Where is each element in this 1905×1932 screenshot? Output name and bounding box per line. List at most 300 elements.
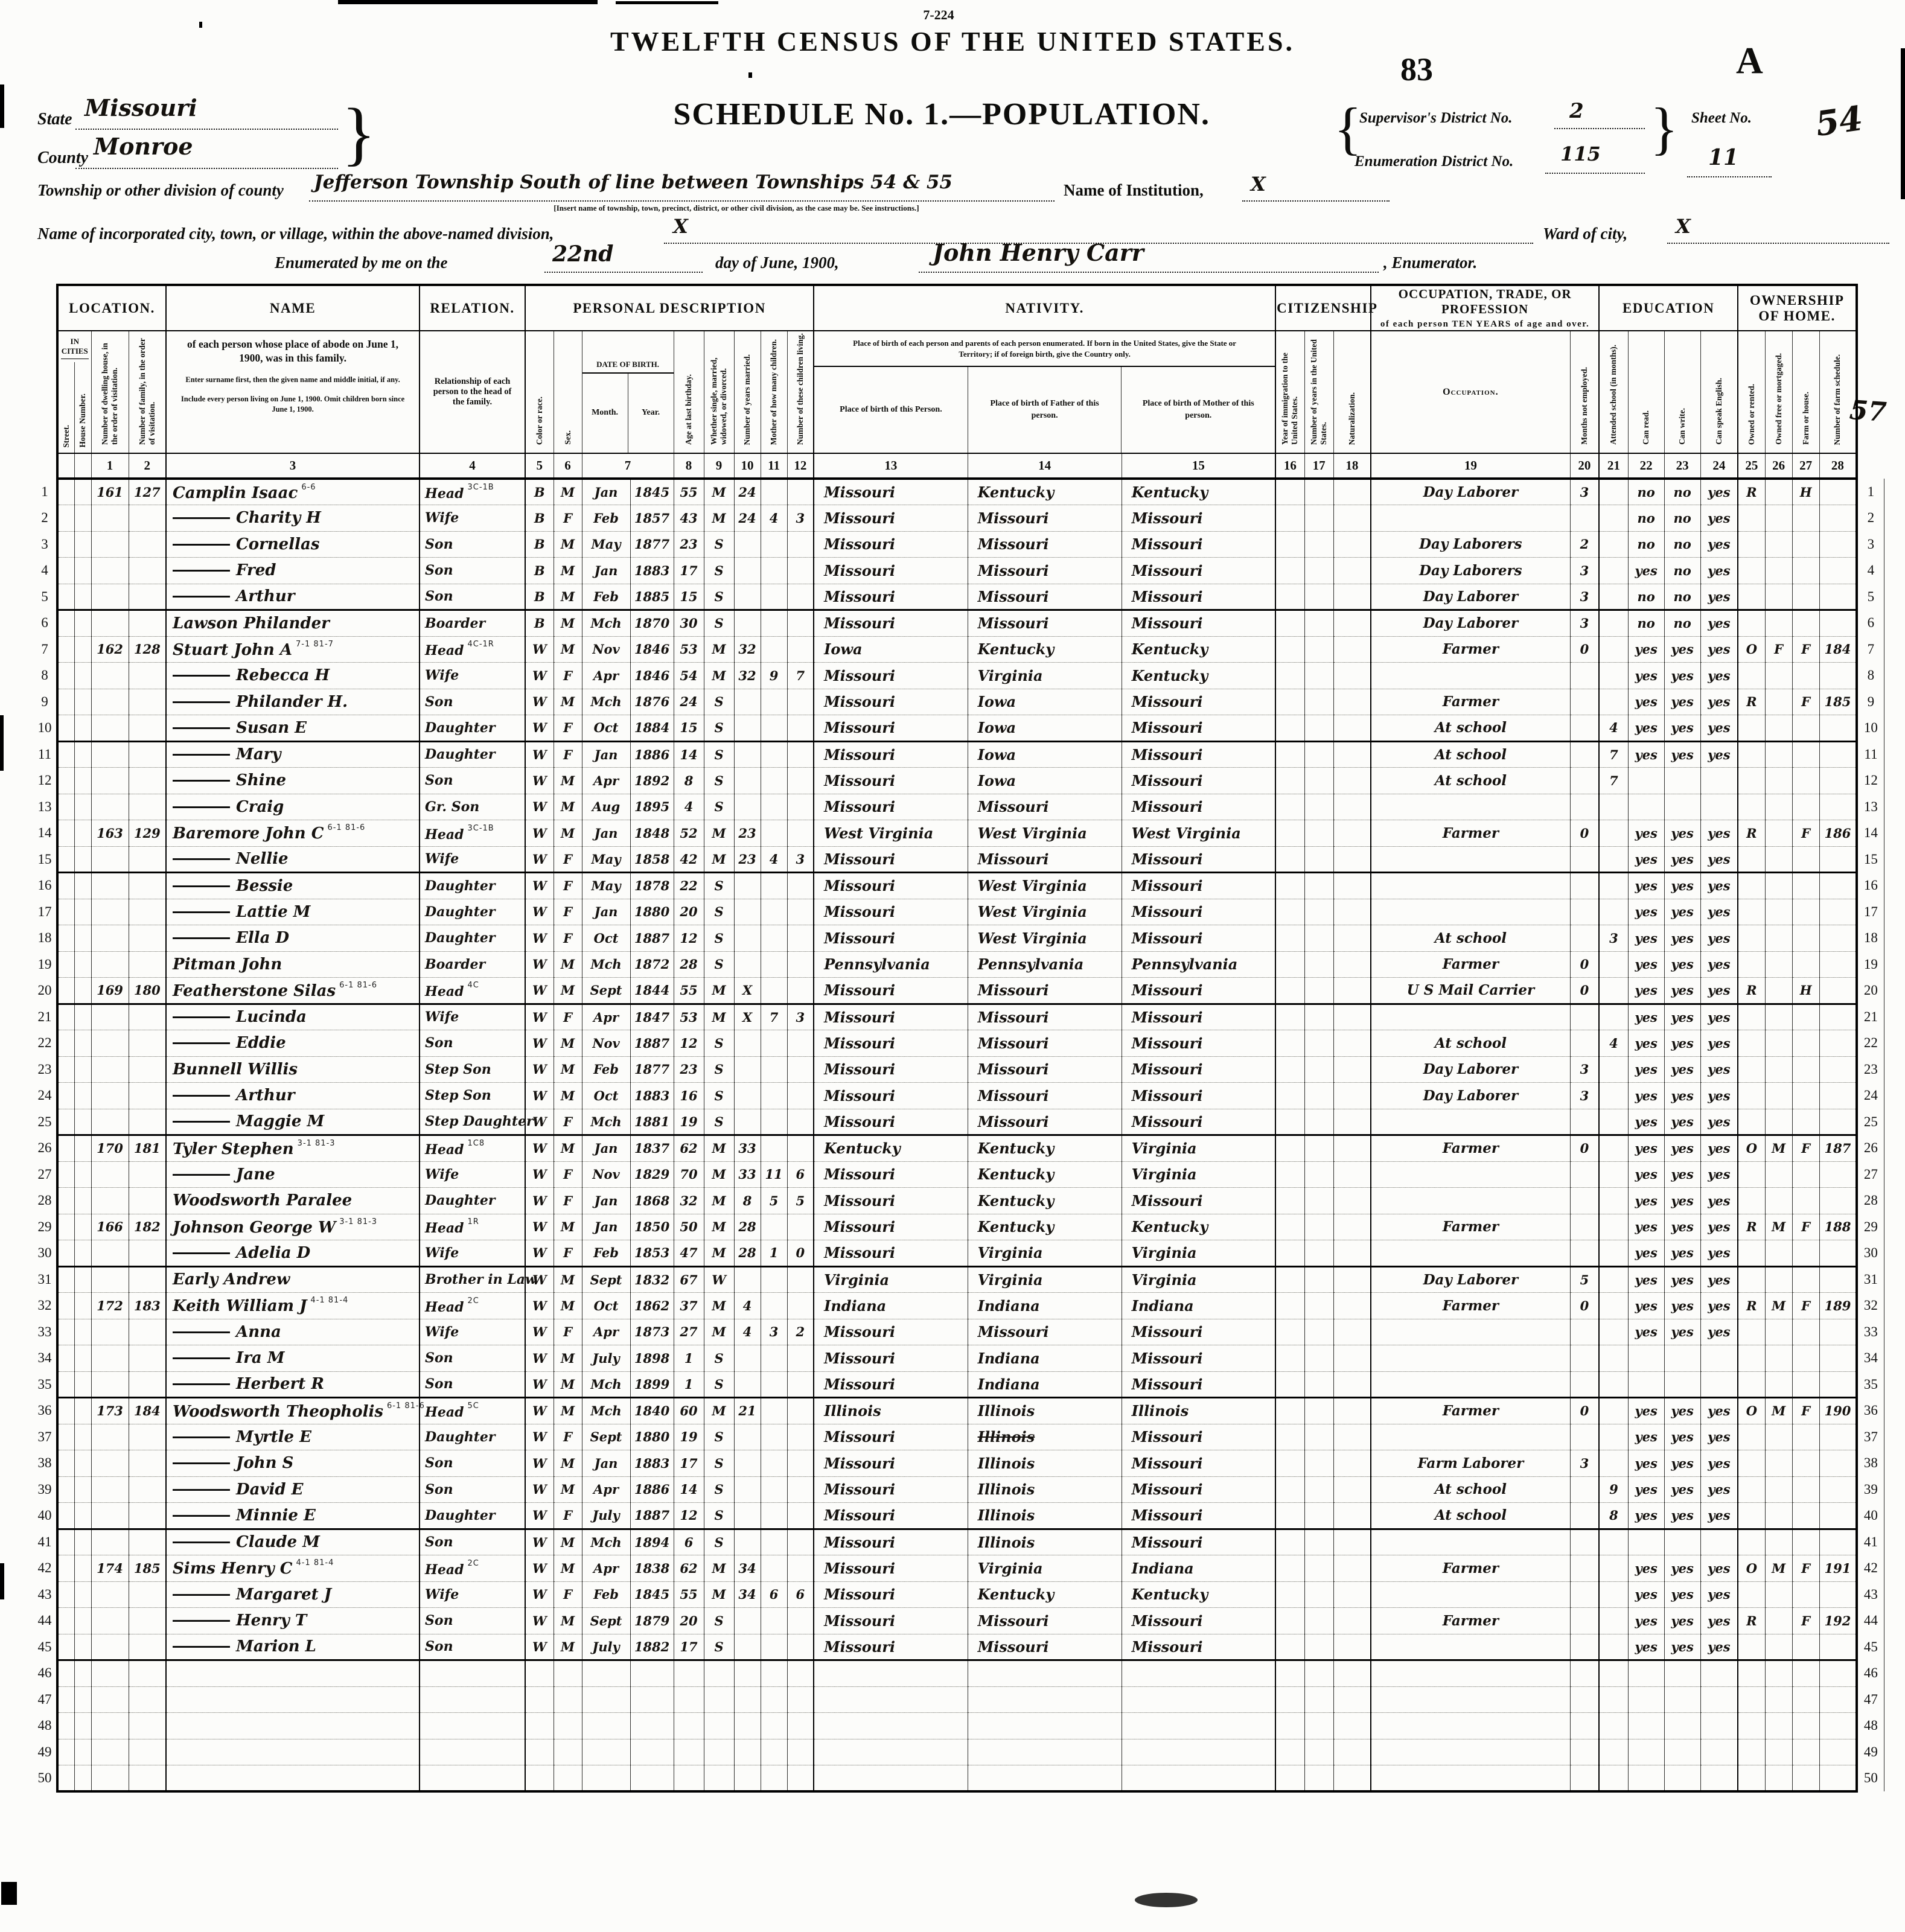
page-title: TWELFTH CENSUS OF THE UNITED STATES. <box>610 26 1295 57</box>
cell-pm: Missouri <box>1122 925 1275 952</box>
cell-occ: Day Laborer <box>1371 479 1570 505</box>
cell-sch <box>1599 978 1628 1004</box>
cell-d <box>91 1581 129 1608</box>
cell-ym <box>734 1608 761 1634</box>
cell-cl: 6 <box>787 1581 814 1608</box>
cell-pb: Missouri <box>814 768 968 794</box>
cell-d <box>91 531 129 558</box>
cell-n: 7 <box>1857 636 1884 663</box>
cell-n: 25 <box>1857 1109 1884 1135</box>
cell-name: Early Andrew <box>166 1266 420 1293</box>
cell-mne: 0 <box>1570 1398 1599 1424</box>
cell-sch <box>1599 899 1628 925</box>
cell-fs: 189 <box>1819 1293 1857 1319</box>
cell-age: 1 <box>674 1371 704 1398</box>
cell-pf: Kentucky <box>968 636 1122 663</box>
cell-cl <box>787 479 814 505</box>
cell-rel: Son <box>420 558 525 584</box>
cell-age: 19 <box>674 1424 704 1450</box>
cell-occ <box>1371 1319 1570 1345</box>
cell-pb: Missouri <box>814 1214 968 1240</box>
cell-yr: 1853 <box>630 1240 674 1267</box>
cell-fh <box>1792 1476 1819 1503</box>
cell-sch <box>1599 1004 1628 1030</box>
cell-f <box>129 741 166 768</box>
cell-pf: Virginia <box>968 1266 1122 1293</box>
cell-s: M <box>554 584 582 610</box>
cell-mc <box>761 1135 787 1162</box>
cell-sch: 7 <box>1599 741 1628 768</box>
nativity-column-header <box>814 331 1275 453</box>
cell-ms: M <box>704 846 734 873</box>
cell-pm: Missouri <box>1122 689 1275 715</box>
cell-n: 39 <box>1857 1476 1884 1503</box>
cell-ms <box>704 1765 734 1792</box>
cell-name: Baremore John C $^{6-1 81-6}$ <box>166 820 420 847</box>
cell-f <box>129 1529 166 1555</box>
cell-f <box>129 1161 166 1188</box>
cell-sch <box>1599 1555 1628 1582</box>
cell-rd: yes <box>1628 715 1664 742</box>
cell-yr: 1883 <box>630 558 674 584</box>
cell-street <box>57 741 74 768</box>
cell-c: W <box>525 1083 554 1109</box>
cell-pm: Missouri <box>1122 846 1275 873</box>
cell-rd: yes <box>1628 925 1664 952</box>
cell-mo: Nov <box>582 1161 630 1188</box>
cell-cl: 3 <box>787 1004 814 1030</box>
institution-underline <box>1242 200 1390 202</box>
table-row <box>33 1240 1884 1267</box>
table-row <box>33 1476 1884 1503</box>
cell-na <box>1333 715 1371 742</box>
cell-rel <box>420 1660 525 1687</box>
cell-occ <box>1371 1345 1570 1372</box>
ditto-mark <box>173 544 230 546</box>
cell-ym <box>734 1056 761 1083</box>
cell-cl <box>787 1476 814 1503</box>
cell-cl <box>787 820 814 847</box>
cell-name: Bunnell Willis <box>166 1056 420 1083</box>
cell-fm <box>1765 1634 1792 1660</box>
cell-fm <box>1765 1660 1792 1687</box>
cell-mc <box>761 1030 787 1057</box>
state-underline <box>75 129 338 130</box>
cell-rel: Head $^{4C}$ <box>420 978 525 1004</box>
group-citizenship: CITIZENSHIP <box>1275 285 1371 331</box>
cell-en: yes <box>1700 505 1738 532</box>
cell-d <box>91 1634 129 1660</box>
cell-mo: May <box>582 846 630 873</box>
cell-occ <box>1371 1424 1570 1450</box>
cell-cl <box>787 1214 814 1240</box>
cell-house <box>74 1503 91 1529</box>
cell-pm: Missouri <box>1122 873 1275 899</box>
cell-fh <box>1792 873 1819 899</box>
group-education: EDUCATION <box>1599 285 1738 331</box>
cell-n: 13 <box>37 799 52 814</box>
cell-ym <box>734 1713 761 1739</box>
cell-street <box>57 1161 74 1188</box>
cell-mo: Jan <box>582 558 630 584</box>
cell-fh <box>1792 1503 1819 1529</box>
cell-occ <box>1371 1739 1570 1765</box>
cell-im <box>1275 1188 1304 1214</box>
cell-yr: 1873 <box>630 1319 674 1345</box>
cell-mne <box>1570 715 1599 742</box>
cell-ym: 32 <box>734 636 761 663</box>
cell-na <box>1333 505 1371 532</box>
cell-rel <box>420 1765 525 1792</box>
cell-name: Shine <box>166 768 420 794</box>
rownum-header-left <box>33 285 57 479</box>
cell-pb: Missouri <box>814 610 968 637</box>
cell-mo <box>582 1739 630 1765</box>
cell-fm <box>1765 1371 1792 1398</box>
group-nativity: NATIVITY. <box>814 285 1275 331</box>
cell-age: 15 <box>674 584 704 610</box>
cell-pb: Missouri <box>814 479 968 505</box>
cell-age <box>674 1686 704 1713</box>
cell-en: yes <box>1700 1450 1738 1477</box>
cell-n: 31 <box>37 1271 52 1287</box>
cell-mne <box>1570 873 1599 899</box>
cell-ms: S <box>704 1634 734 1660</box>
cell-n: 50 <box>1857 1765 1884 1792</box>
cell-n: 20 <box>1857 978 1884 1004</box>
cell-rel: Step Son <box>420 1056 525 1083</box>
cell-occ: Day Laborer <box>1371 1266 1570 1293</box>
cell-house <box>74 1161 91 1188</box>
table-row <box>33 899 1884 925</box>
cell-rel: Wife <box>420 846 525 873</box>
cell-ym <box>734 610 761 637</box>
table-row <box>33 715 1884 742</box>
cell-im <box>1275 1083 1304 1109</box>
cell-yr: 1886 <box>630 741 674 768</box>
cell-rel: Daughter <box>420 925 525 952</box>
cell-cl <box>787 1293 814 1319</box>
cell-s: M <box>554 689 582 715</box>
street-column-label: Street. <box>62 424 71 448</box>
cell-s: F <box>554 846 582 873</box>
cell-cl <box>787 1686 814 1713</box>
cell-street <box>57 794 74 820</box>
cell-n: 45 <box>37 1639 52 1654</box>
cell-fs <box>1819 1371 1857 1398</box>
cell-n: 46 <box>1857 1660 1884 1687</box>
cell-n: 6 <box>1857 610 1884 637</box>
cell-house <box>74 899 91 925</box>
cell-pf <box>968 1739 1122 1765</box>
cell-occ: Day Laborer <box>1371 584 1570 610</box>
cell-yr: 1883 <box>630 1450 674 1477</box>
cell-na <box>1333 1608 1371 1634</box>
cell-house <box>74 715 91 742</box>
cell-rd <box>1628 768 1664 794</box>
cell-age: 8 <box>674 768 704 794</box>
cell-pm: Missouri <box>1122 558 1275 584</box>
cell-mne: 3 <box>1570 610 1599 637</box>
cell-yu <box>1304 873 1333 899</box>
cell-rd: yes <box>1628 1634 1664 1660</box>
marital-column-label: Whether single, married, widowed, or divorced. <box>704 331 734 453</box>
cell-or <box>1738 1083 1765 1109</box>
stamp-number: 83 <box>1400 51 1433 88</box>
cell-cl <box>787 741 814 768</box>
cell-n: 38 <box>37 1455 52 1471</box>
cell-en: yes <box>1700 1109 1738 1135</box>
cell-mne <box>1570 1476 1599 1503</box>
cell-rd: yes <box>1628 1214 1664 1240</box>
cell-pm: Missouri <box>1122 1083 1275 1109</box>
cell-ym: X <box>734 978 761 1004</box>
cell-name: Craig <box>166 794 420 820</box>
cell-ym <box>734 1765 761 1792</box>
cell-ym <box>734 1030 761 1057</box>
cell-na <box>1333 1004 1371 1030</box>
cell-street <box>57 951 74 978</box>
cell-name: Arthur <box>166 1083 420 1109</box>
cell-fm <box>1765 715 1792 742</box>
cell-c: W <box>525 715 554 742</box>
cell-fh: F <box>1792 1398 1819 1424</box>
cell-wr: yes <box>1664 1450 1700 1477</box>
cell-s: M <box>554 1634 582 1660</box>
cell-rel: Son <box>420 1476 525 1503</box>
cell-age: 47 <box>674 1240 704 1267</box>
cell-yu <box>1304 505 1333 532</box>
cell-name: Minnie E <box>166 1503 420 1529</box>
cell-ym <box>734 951 761 978</box>
cell-yu <box>1304 689 1333 715</box>
cell-s: M <box>554 531 582 558</box>
ditto-mark <box>173 570 230 572</box>
cell-street <box>57 663 74 689</box>
cell-street <box>57 1004 74 1030</box>
cell-ym <box>734 1529 761 1555</box>
cell-d <box>91 1686 129 1713</box>
cell-ms: M <box>704 1398 734 1424</box>
cell-cl <box>787 1371 814 1398</box>
cell-yr: 1845 <box>630 1581 674 1608</box>
cell-mc <box>761 1450 787 1477</box>
cell-s: M <box>554 610 582 637</box>
cell-n: 11 <box>1857 741 1884 768</box>
cell-street <box>57 505 74 532</box>
cell-f <box>129 610 166 637</box>
cell-ym: 32 <box>734 663 761 689</box>
cell-or <box>1738 715 1765 742</box>
cell-fh <box>1792 1686 1819 1713</box>
cell-rd: yes <box>1628 1293 1664 1319</box>
cell-sch <box>1599 1214 1628 1240</box>
cell-mc <box>761 531 787 558</box>
cell-c: W <box>525 1188 554 1214</box>
table-row <box>33 951 1884 978</box>
cell-en: yes <box>1700 479 1738 505</box>
cell-rel <box>420 1739 525 1765</box>
cell-d: 170 <box>91 1135 129 1162</box>
cell-ms: M <box>704 978 734 1004</box>
cell-pf: Pennsylvania <box>968 951 1122 978</box>
cell-mc <box>761 1293 787 1319</box>
cell-wr: yes <box>1664 636 1700 663</box>
supervisor-value: 2 <box>1569 99 1584 123</box>
cell-f <box>129 1476 166 1503</box>
cell-cl <box>787 925 814 952</box>
cell-pf: West Virginia <box>968 925 1122 952</box>
cell-or: R <box>1738 1293 1765 1319</box>
cell-sch <box>1599 794 1628 820</box>
cell-or <box>1738 1240 1765 1267</box>
cell-rd: yes <box>1628 978 1664 1004</box>
cell-house <box>74 584 91 610</box>
cell-street <box>57 1424 74 1450</box>
cell-pf: Missouri <box>968 1634 1122 1660</box>
cell-wr: no <box>1664 531 1700 558</box>
table-row <box>33 1004 1884 1030</box>
cell-sch <box>1599 846 1628 873</box>
cell-street <box>57 584 74 610</box>
cell-sch <box>1599 1319 1628 1345</box>
cell-im <box>1275 1266 1304 1293</box>
cell-fm <box>1765 1266 1792 1293</box>
cell-im <box>1275 1634 1304 1660</box>
group-occupation <box>1371 285 1599 331</box>
cell-na <box>1333 1686 1371 1713</box>
cell-mne <box>1570 1161 1599 1188</box>
name-note-1: Enter surname first, then the given name and middle initial, if any. <box>185 375 400 384</box>
cell-house <box>74 741 91 768</box>
cell-rel: Step Son <box>420 1083 525 1109</box>
table-row <box>33 1660 1884 1687</box>
cell-occ: Day Laborers <box>1371 558 1570 584</box>
cell-en <box>1700 1345 1738 1372</box>
cell-yr: 1832 <box>630 1266 674 1293</box>
cell-en: yes <box>1700 1214 1738 1240</box>
cell-yu <box>1304 899 1333 925</box>
cell-house <box>74 1004 91 1030</box>
cell-pm: Missouri <box>1122 1004 1275 1030</box>
cell-pm: Kentucky <box>1122 1581 1275 1608</box>
farm-schedule-column-label: Number of farm schedule. <box>1819 331 1857 453</box>
sheet-letter: A <box>1736 40 1763 81</box>
cell-d <box>91 899 129 925</box>
cell-cl <box>787 794 814 820</box>
cell-pf: Iowa <box>968 715 1122 742</box>
cell-cl <box>787 1608 814 1634</box>
table-row <box>33 1214 1884 1240</box>
cell-n: 8 <box>41 668 48 683</box>
cell-house <box>74 1240 91 1267</box>
cell-pb <box>814 1713 968 1739</box>
cell-age: 62 <box>674 1135 704 1162</box>
cell-street <box>57 1450 74 1477</box>
cell-f <box>129 1345 166 1372</box>
cell-age: 67 <box>674 1266 704 1293</box>
cell-house <box>74 873 91 899</box>
cell-wr: yes <box>1664 951 1700 978</box>
cell-age: 1 <box>674 1345 704 1372</box>
table-row <box>33 1135 1884 1162</box>
cell-im <box>1275 715 1304 742</box>
brace-icon <box>1650 103 1678 155</box>
cell-mc <box>761 1660 787 1687</box>
cell-occ: At school <box>1371 1503 1570 1529</box>
cell-street <box>57 1319 74 1345</box>
cell-cl <box>787 1109 814 1135</box>
cell-s <box>554 1686 582 1713</box>
cell-house <box>74 1765 91 1792</box>
cell-fm: M <box>1765 1293 1792 1319</box>
cell-mne: 0 <box>1570 636 1599 663</box>
cell-occ <box>1371 505 1570 532</box>
cell-yr: 1898 <box>630 1345 674 1372</box>
cell-pf: Virginia <box>968 1240 1122 1267</box>
cell-occ: Farmer <box>1371 951 1570 978</box>
cell-fh <box>1792 1004 1819 1030</box>
city-label: Name of incorporated city, town, or village, within the above-named division, <box>37 225 554 243</box>
cell-c: W <box>525 1450 554 1477</box>
cell-occ: At school <box>1371 1476 1570 1503</box>
cell-pb: Missouri <box>814 1503 968 1529</box>
cell-ym: 23 <box>734 820 761 847</box>
group-relation: RELATION. <box>420 285 525 331</box>
cell-n: 25 <box>37 1114 52 1129</box>
cell-mc <box>761 1686 787 1713</box>
cell-rd: no <box>1628 531 1664 558</box>
cell-yu <box>1304 951 1333 978</box>
table-row <box>33 1686 1884 1713</box>
cell-ms: S <box>704 1109 734 1135</box>
cell-fh <box>1792 1188 1819 1214</box>
cell-age: 14 <box>674 741 704 768</box>
cell-na <box>1333 479 1371 505</box>
cell-yr: 1844 <box>630 978 674 1004</box>
cell-f <box>129 768 166 794</box>
cell-house <box>74 1293 91 1319</box>
cell-pm: Missouri <box>1122 1634 1275 1660</box>
cell-street <box>57 899 74 925</box>
cell-or <box>1738 1188 1765 1214</box>
cell-house <box>74 505 91 532</box>
cell-fh <box>1792 1581 1819 1608</box>
cell-n: 40 <box>1857 1503 1884 1529</box>
cell-ms: M <box>704 1004 734 1030</box>
month-column-label: Month. <box>592 408 619 417</box>
cell-c: W <box>525 1476 554 1503</box>
cell-yr: 1840 <box>630 1398 674 1424</box>
cell-name: Philander H. <box>166 689 420 715</box>
cell-sch <box>1599 1765 1628 1792</box>
cell-im <box>1275 1581 1304 1608</box>
cell-en: yes <box>1700 1056 1738 1083</box>
cell-f <box>129 1424 166 1450</box>
cell-fs <box>1819 1634 1857 1660</box>
cell-en: yes <box>1700 820 1738 847</box>
cell-pb: Missouri <box>814 584 968 610</box>
cell-c: W <box>525 1266 554 1293</box>
cell-ms: M <box>704 1319 734 1345</box>
cell-or: O <box>1738 1398 1765 1424</box>
cell-c: B <box>525 479 554 505</box>
cell-n: 36 <box>1857 1398 1884 1424</box>
cell-cl: 3 <box>787 846 814 873</box>
cell-yr: 1881 <box>630 1109 674 1135</box>
years-in-us-column-label: Number of years in the United States. <box>1304 331 1333 453</box>
cell-cl <box>787 1398 814 1424</box>
